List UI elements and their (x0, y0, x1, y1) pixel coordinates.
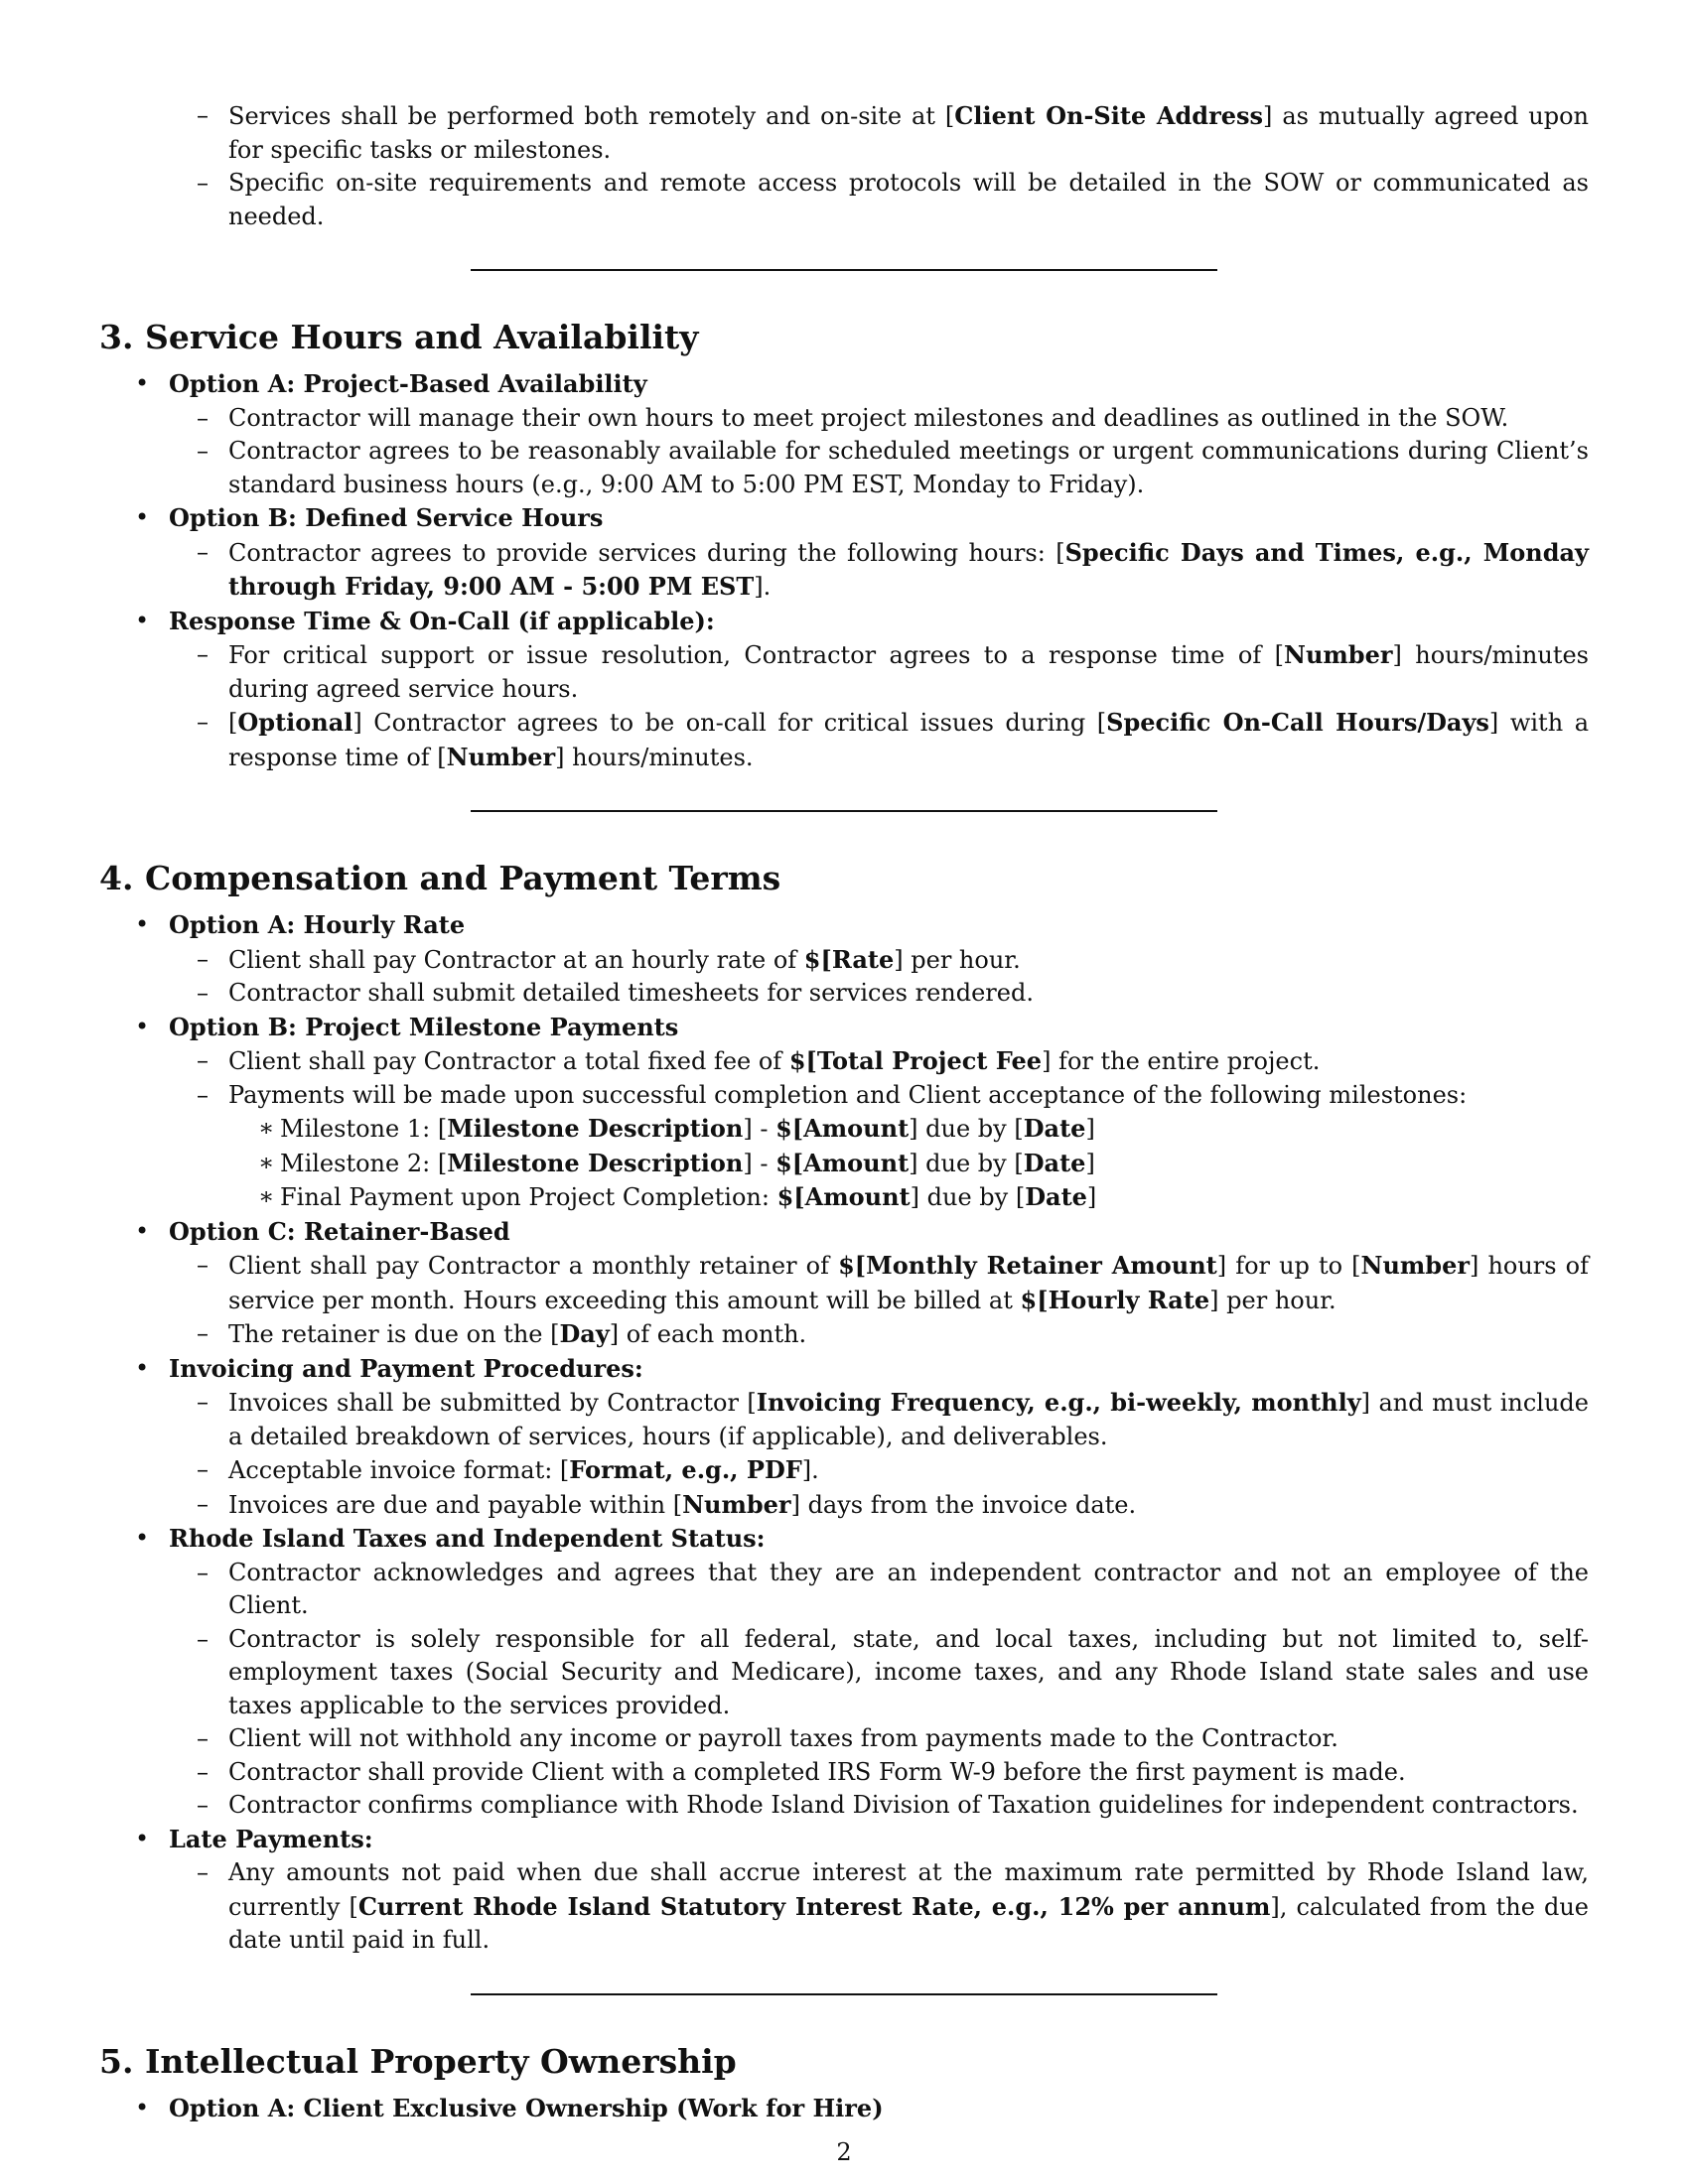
dash-mark: – (197, 101, 209, 129)
star-mark: ∗ (258, 1114, 275, 1142)
list-item: – Invoices are due and payable within [Number] days from the invoice date. (99, 1488, 1589, 1523)
dash-mark: – (197, 979, 209, 1007)
list-item: – The retainer is due on the [Day] of each month. (99, 1317, 1589, 1352)
list-item: – Contractor shall provide Client with a completed IRS Form W-9 before the first payment is made. (99, 1756, 1589, 1790)
dash-mark: – (197, 1319, 209, 1347)
section-divider (471, 810, 1217, 812)
continued-list (99, 99, 1589, 233)
list-item: • Option A: Hourly Rate (99, 908, 1589, 943)
list-item: – Payments will be made upon successful completion and Client acceptance of the following milestones: (99, 1079, 1589, 1113)
bullet-mark: • (135, 369, 150, 397)
bullet-mark: • (135, 1353, 150, 1382)
list-item: • Option A: Project-Based Availability (99, 367, 1589, 402)
dash-mark: – (197, 537, 209, 566)
dash-mark: – (197, 403, 209, 432)
dash-mark: – (197, 1251, 209, 1279)
dash-mark: – (197, 1489, 209, 1518)
list-item: – Client shall pay Contractor a monthly retainer of $[Monthly Retainer Amount] for up to [Number] hours of service per month. Hours exceeding this amount will be billed at $[Hourly Rate] per hour. (197, 1251, 1590, 1314)
bullet-mark: • (135, 1012, 150, 1040)
list-item: • Option B: Defined Service Hours (99, 501, 1589, 536)
list-item: – Acceptable invoice format: [Format, e.g., PDF]. (99, 1453, 1589, 1488)
dash-mark: – (197, 1724, 209, 1752)
list-item: – Any amounts not paid when due shall accrue interest at the maximum rate permitted by Rhode Island law, currently [Current Rhode Island Statutory Interest Rate, e.g., 12% per annum], calculated from the due date until paid in full. (197, 1858, 1590, 1954)
star-mark: ∗ (258, 1182, 275, 1210)
bullet-mark: • (135, 910, 150, 938)
bullet-mark: • (135, 503, 150, 531)
dash-mark: – (197, 1455, 209, 1483)
dash-mark: – (197, 1558, 209, 1586)
dash-mark: – (197, 169, 209, 197)
dash-mark: – (197, 437, 209, 465)
list-item: – Client shall pay Contractor a total fixed fee of $[Total Project Fee] for the entire project. (99, 1044, 1589, 1079)
page-number: 2 (836, 2138, 852, 2166)
dash-mark: – (197, 1080, 209, 1109)
section-3-list (99, 367, 1589, 774)
list-item: • Invoicing and Payment Procedures: (99, 1352, 1589, 1387)
list-item: – Contractor will manage their own hours to meet project milestones and deadlines as outlined in the SOW. (99, 402, 1589, 436)
milestone-item: ∗ Milestone 1: [Milestone Description] - $[Amount] due by [Date] (99, 1112, 1589, 1147)
star-mark: ∗ (258, 1148, 275, 1176)
list-item: – Client shall pay Contractor at an hourly rate of $[Rate] per hour. (99, 943, 1589, 978)
bullet-mark: • (135, 2093, 150, 2121)
milestone-item: ∗ Final Payment upon Project Completion: $[Amount] due by [Date] (99, 1180, 1589, 1215)
dash-mark: – (197, 1046, 209, 1074)
section-4-list (99, 908, 1589, 1958)
bullet-mark: • (135, 1216, 150, 1245)
list-item: • Late Payments: (99, 1823, 1589, 1857)
section-heading-5: 5. Intellectual Property Ownership (99, 2041, 737, 2081)
list-item: • Rhode Island Taxes and Independent Status: (99, 1522, 1589, 1557)
dash-mark: – (197, 1757, 209, 1786)
section-divider (471, 269, 1217, 271)
list-item: – Invoices shall be submitted by Contractor [Invoicing Frequency, e.g., bi-weekly, monthly] and must include a detailed breakdown of services, hours (if applicable), and deliverables. (197, 1388, 1589, 1450)
dash-mark: – (197, 1388, 209, 1416)
dash-mark: – (197, 944, 209, 973)
dash-mark: – (197, 640, 209, 668)
list-item: – Specific on-site requirements and remote access protocols will be detailed in the SOW or communicated as needed. (197, 169, 1589, 230)
list-item: • Option C: Retainer-Based (99, 1215, 1589, 1250)
list-item: – Services shall be performed both remotely and on-site at [Client On-Site Address] as mutually agreed upon for specific tasks or milestones. (197, 101, 1589, 164)
list-item: – Contractor is solely responsible for all federal, state, and local taxes, including but not limited to, self-employment taxes (Social Security and Medicare), income taxes, and any Rhode Island state sales and use taxes applicable to the services provided. (197, 1624, 1589, 1719)
bullet-mark: • (135, 1824, 150, 1852)
list-item: • Option A: Client Exclusive Ownership (Work for Hire) (99, 2092, 1589, 2126)
dash-mark: – (197, 1624, 209, 1653)
list-item: – Client will not withhold any income or payroll taxes from payments made to the Contractor. (99, 1722, 1589, 1756)
list-item: – Contractor acknowledges and agrees that they are an independent contractor and not an employee of the Client. (197, 1558, 1589, 1619)
list-item: – Contractor agrees to be reasonably available for scheduled meetings or urgent communications during Client’s standard business hours (e.g., 9:00 AM to 5:00 PM EST, Monday to Friday). (197, 437, 1589, 498)
dash-mark: – (197, 708, 209, 736)
milestone-item: ∗ Milestone 2: [Milestone Description] - $[Amount] due by [Date] (99, 1147, 1589, 1181)
bullet-mark: • (135, 606, 150, 634)
document-content (99, 99, 1589, 2125)
list-item: • Response Time & On-Call (if applicable): (99, 605, 1589, 639)
list-item: – [Optional] Contractor agrees to be on-call for critical issues during [Specific On-Call Hours/Days] with a response time of [Number] hours/minutes. (197, 708, 1590, 771)
list-item: – Contractor agrees to provide services during the following hours: [Specific Days and Times, e.g., Monday through Friday, 9:00 AM - 5:00 PM EST]. (197, 537, 1590, 601)
section-divider (471, 1993, 1217, 1995)
list-item: – For critical support or issue resolution, Contractor agrees to a response time of [Number] hours/minutes during agreed service hours. (197, 640, 1590, 703)
list-item: – Contractor shall submit detailed timesheets for services rendered. (99, 977, 1589, 1011)
list-item: • Option B: Project Milestone Payments (99, 1011, 1589, 1045)
bullet-mark: • (135, 1524, 150, 1552)
dash-mark: – (197, 1791, 209, 1819)
list-item: – Contractor confirms compliance with Rhode Island Division of Taxation guidelines for independent contractors. (99, 1789, 1589, 1823)
section-heading-4: 4. Compensation and Payment Terms (99, 859, 781, 897)
section-5-list (99, 2092, 1589, 2126)
section-heading-3: 3. Service Hours and Availability (99, 318, 699, 356)
dash-mark: – (197, 1858, 209, 1886)
